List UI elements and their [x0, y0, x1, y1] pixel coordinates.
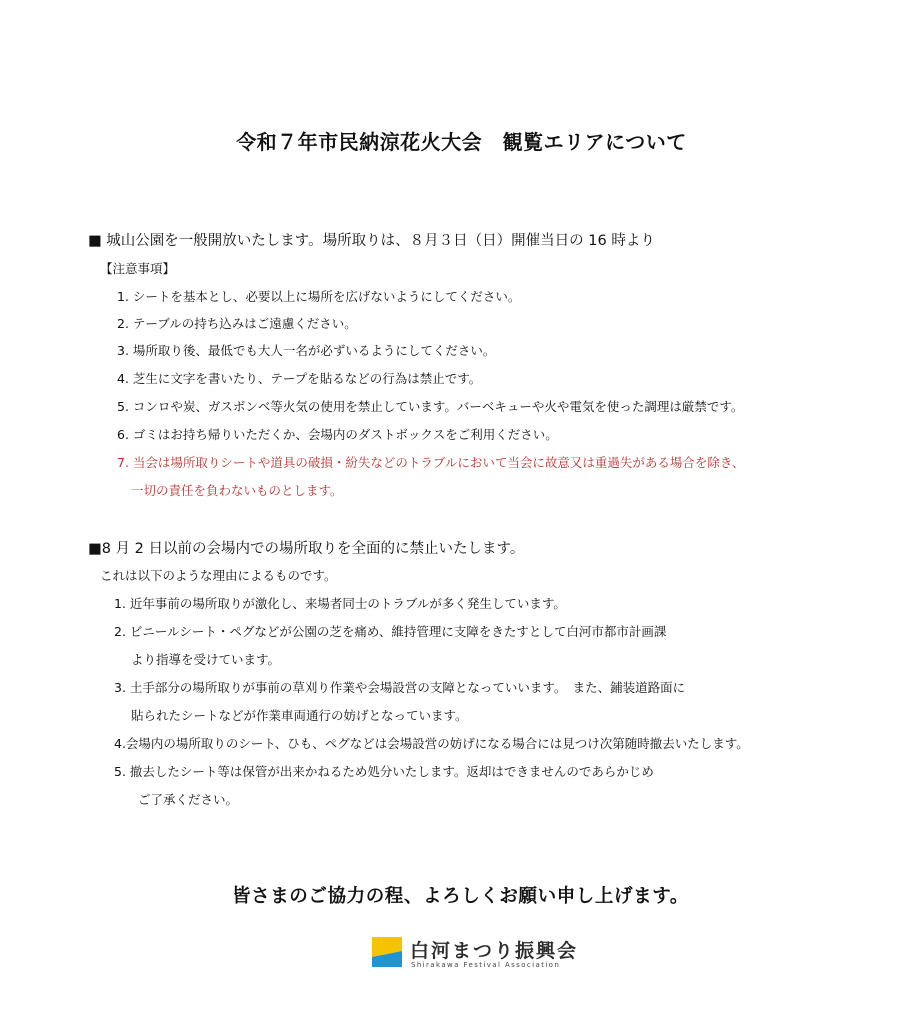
notice-item-1: 1. シートを基本とし、必要以上に場所を広げないようにしてください。	[117, 289, 521, 304]
reason-line-2: 2. ビニールシート・ペグなどが公園の芝を痛め、維持管理に支障をきたすとして白河市都市計画課	[114, 624, 667, 639]
reason-line-4: 4.会場内の場所取りのシート、ひも、ペグなどは会場設営の妨げになる場合には見つけ次第随時撤去いたします。	[114, 736, 749, 751]
reason-line-3: 3. 土手部分の場所取りが事前の草刈り作業や会場設営の支障となっていいます。 また、鋪装道路面に	[114, 680, 686, 695]
reason-line-3-cont: 貼られたシートなどが作業車両通行の妨げとなっています。	[131, 708, 468, 723]
notes-label: 【注意事項】	[100, 261, 176, 276]
reason-line-5-cont: ご了承ください。	[138, 792, 239, 807]
closing-message: 皆さまのご協力の程、よろしくお願い申し上げます。	[232, 886, 689, 907]
association-logo-icon	[372, 937, 402, 967]
page-title: 令和７年市民納涼花火大会 観覧エリアについて	[236, 130, 687, 154]
association-logo	[372, 937, 592, 973]
section2-intro: これは以下のような理由によるものです。	[100, 568, 337, 583]
notice-item-6: 6. ゴミはお持ち帰りいただくか、会場内のダストボックスをご利用ください。	[117, 427, 558, 442]
notice-item-5: 5. コンロや炭、ガスボンベ等火気の使用を禁止しています。バーベキューや火や電気を使った調理は厳禁です。	[117, 399, 744, 414]
warning-line-1: 7. 当会は場所取りシートや道具の破損・紛失などのトラブルにおいて当会に故意又は重過失がある場合を除き、	[117, 455, 745, 470]
reason-line-2-cont: より指導を受けています。	[131, 652, 281, 667]
warning-line-2: 一切の責任を負わないものとします。	[131, 483, 343, 498]
reason-line-1: 1. 近年事前の場所取りが激化し、来場者同士のトラブルが多く発生しています。	[114, 596, 566, 611]
notice-item-2: 2. テーブルの持ち込みはご遠慮ください。	[117, 316, 357, 331]
association-name: 白河まつり振興会	[410, 940, 579, 962]
section2-heading: ■8 月 2 日以前の会場内での場所取りを全面的に禁止いたします。	[88, 541, 525, 557]
notice-item-4: 4. 芝生に文字を書いたり、テープを貼るなどの行為は禁止です。	[117, 371, 482, 386]
association-subtitle: Shirakawa Festival Association	[411, 961, 561, 969]
section1-heading: ■ 城山公園を一般開放いたします。場所取りは、８月３日（日）開催当日の 16 時より	[88, 233, 655, 249]
reason-line-5: 5. 撤去したシート等は保管が出来かねるため処分いたします。返却はできませんのであらかじめ	[114, 764, 654, 779]
notice-item-3: 3. 場所取り後、最低でも大人一名が必ずいるようにしてください。	[117, 343, 496, 358]
